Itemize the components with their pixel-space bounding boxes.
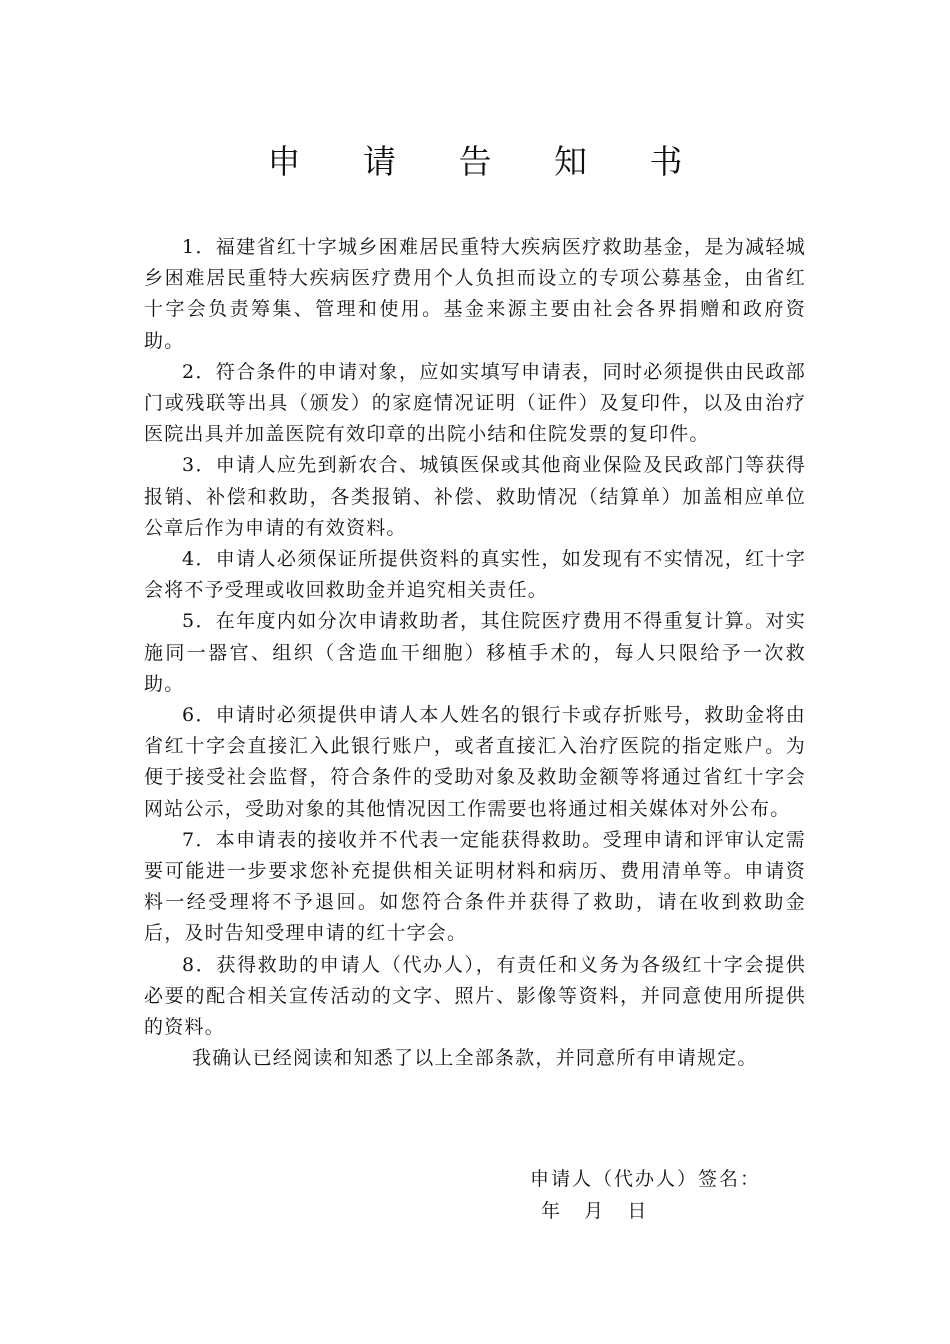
clause-4: 4．申请人必须保证所提供资料的真实性，如发现有不实情况，红十字会将不予受理或收回救助金并追究相关责任。 [144, 548, 806, 602]
clause-7: 7．本申请表的接收并不代表一定能获得救助。受理申请和评审认定需要可能进一步要求您补充提供相关证明材料和病历、费用清单等。申请资料一经受理将不予退回。如您符合条件并获得了救助，请在收到救助金后，及时告知受理申请的红十字会。 [144, 828, 806, 945]
clause-1: 1．福建省红十字城乡困难居民重特大疾病医疗救助基金，是为减轻城乡困难居民重特大疾病医疗费用个人负担而设立的专项公募基金，由省红十字会负责筹集、管理和使用。基金来源主要由社会各界捐赠和政府资助。 [144, 236, 806, 352]
document-body [144, 232, 806, 1074]
confirmation-statement: 我确认已经阅读和知悉了以上全部条款，并同意所有申请规定。 [192, 1047, 758, 1070]
clause-8: 8．获得救助的申请人（代办人），有责任和义务为各级红十字会提供必要的配合相关宣传活动的文字、照片、影像等资料，并同意使用所提供的资料。 [144, 953, 806, 1039]
clause-2: 2．符合条件的申请对象，应如实填写申请表，同时必须提供由民政部门或残联等出具（颁发）的家庭情况证明（证件）及复印件，以及由治疗医院出具并加盖医院有效印章的出院小结和住院发票的复印件。 [144, 360, 806, 446]
clause-3: 3．申请人应先到新农合、城镇医保或其他商业保险及民政部门等获得报销、补偿和救助，各类报销、补偿、救助情况（结算单）加盖相应单位公章后作为申请的有效资料。 [144, 454, 806, 539]
document-title: 申 请 告 知 书 [267, 142, 709, 181]
signature-label: 申请人（代办人）签名： [530, 1168, 762, 1190]
clause-6: 6．申请时必须提供申请人本人姓名的银行卡或存折账号，救助金将由省红十字会直接汇入此银行账户，或者直接汇入治疗医院的指定账户。为便于接受社会监督，符合条件的受助对象及救助金额等将通过省红十字会网站公示，受助对象的其他情况因工作需要也将通过相关媒体对外公布。 [144, 704, 806, 820]
clause-5: 5．在年度内如分次申请救助者，其住院医疗费用不得重复计算。对实施同一器官、组织（含造血干细胞）移植手术的，每人只限给予一次救助。 [144, 610, 806, 695]
date-line: 年 月 日 [541, 1200, 647, 1222]
